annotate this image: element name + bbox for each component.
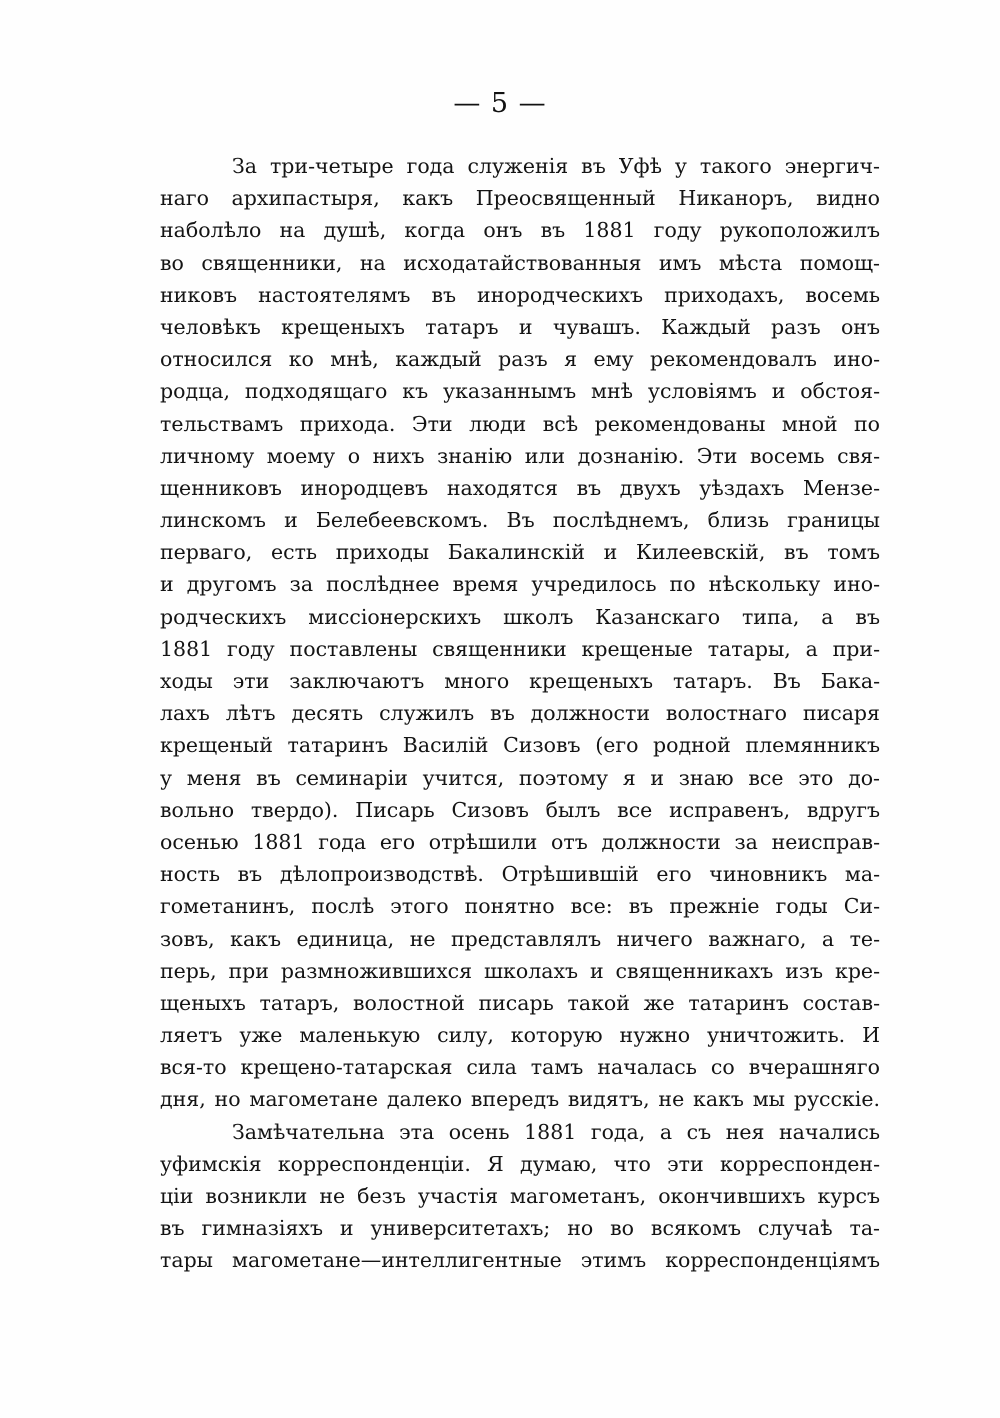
text-line: человѣкъ крещеныхъ татаръ и чувашъ. Каждый разъ онъ <box>160 314 880 339</box>
text-line: зовъ, какъ единица, не представлялъ ничего важнаго, а те- <box>160 926 880 951</box>
text-line: родческихъ миссіонерскихъ школъ Казанскаго типа, а въ <box>160 604 880 629</box>
text-line: линскомъ и Белебеевскомъ. Въ послѣднемъ, близь границы <box>160 508 880 533</box>
text-line: ціи возникли не безъ участія магометанъ, окончившихъ курсъ <box>160 1184 880 1208</box>
text-line: ходы эти заключаютъ много крещеныхъ татаръ. Въ Бака- <box>160 669 880 693</box>
text-line: лахъ лѣтъ десять служилъ въ должности волостнаго писаря <box>160 701 880 726</box>
text-line: дня, но магометане далеко впередъ видятъ, не какъ мы русскіе. <box>160 1087 880 1112</box>
text-line: За три-четыре года служенія въ Уфѣ у такого энергич- <box>232 154 880 178</box>
text-line: перваго, есть приходы Бакалинскій и Килеевскій, въ томъ <box>160 540 880 565</box>
text-line: вся-то крещено-татарская сила тамъ началась со вчерашняго <box>160 1055 880 1080</box>
text-line: личному моему о нихъ знанію или дознанію. Эти восемь свя- <box>160 443 880 468</box>
text-line: тары магометане—интеллигентные этимъ корреспонденціямъ <box>160 1248 880 1273</box>
text-line: 1881 году поставлены священники крещеные татары, а при- <box>160 636 880 661</box>
text-line: и другомъ за послѣднее время учредилось по нѣскольку ино- <box>160 572 880 597</box>
text-line: щеныхъ татаръ, волостной писарь такой же татаринъ состав- <box>160 990 880 1015</box>
page-number: — 5 — <box>453 88 547 119</box>
text-line: крещеный татаринъ Василій Сизовъ (его родной племянникъ <box>160 733 880 758</box>
text-line: во священники, на исходатайствованныя имъ мѣста помощ- <box>160 250 880 275</box>
text-line: родца, подходящаго къ указаннымъ мнѣ условіямъ и обстоя- <box>160 379 880 404</box>
paragraph <box>160 150 880 1116</box>
text-line: осенью 1881 года его отрѣшили отъ должности за неисправ- <box>160 829 880 854</box>
text-line: ность въ дѣлопроизводствѣ. Отрѣшившій его чиновникъ ма- <box>160 862 880 887</box>
text-line: вольно твердо). Писарь Сизовъ былъ все исправенъ, вдругъ <box>160 797 880 822</box>
text-line: Замѣчательна эта осень 1881 года, а съ нея начались <box>232 1119 880 1144</box>
text-line: у меня въ семинаріи учится, поэтому я и знаю все это до- <box>160 765 880 790</box>
text-line: наболѣло на душѣ, когда онъ въ 1881 году рукоположилъ <box>160 218 880 243</box>
paragraph <box>160 1116 880 1277</box>
text-line: въ гимназіяхъ и университетахъ; но во всякомъ случаѣ та- <box>160 1216 880 1241</box>
body-text <box>160 150 880 1277</box>
text-line: никовъ настоятелямъ въ инородческихъ приходахъ, восемь <box>160 282 880 307</box>
text-line: уфимскія корреспонденціи. Я думаю, что эти корреспонден- <box>160 1151 880 1176</box>
text-line: относился ко мнѣ, каждый разъ я ему рекомендовалъ ино- <box>160 347 880 372</box>
text-line: наго архипастыря, какъ Преосвященный Никаноръ, видно <box>160 186 880 211</box>
text-line: гометанинъ, послѣ этого понятно все: въ прежніе годы Си- <box>160 894 880 919</box>
text-line: тельствамъ прихода. Эти люди всѣ рекомендованы мной по <box>160 411 880 436</box>
text-line: ляетъ уже маленькую силу, которую нужно уничтожить. И <box>160 1023 880 1048</box>
text-line: щенниковъ инородцевъ находятся въ двухъ уѣздахъ Мензе- <box>160 475 880 500</box>
text-line: перь, при размножившихся школахъ и священникахъ изъ кре- <box>160 958 880 983</box>
